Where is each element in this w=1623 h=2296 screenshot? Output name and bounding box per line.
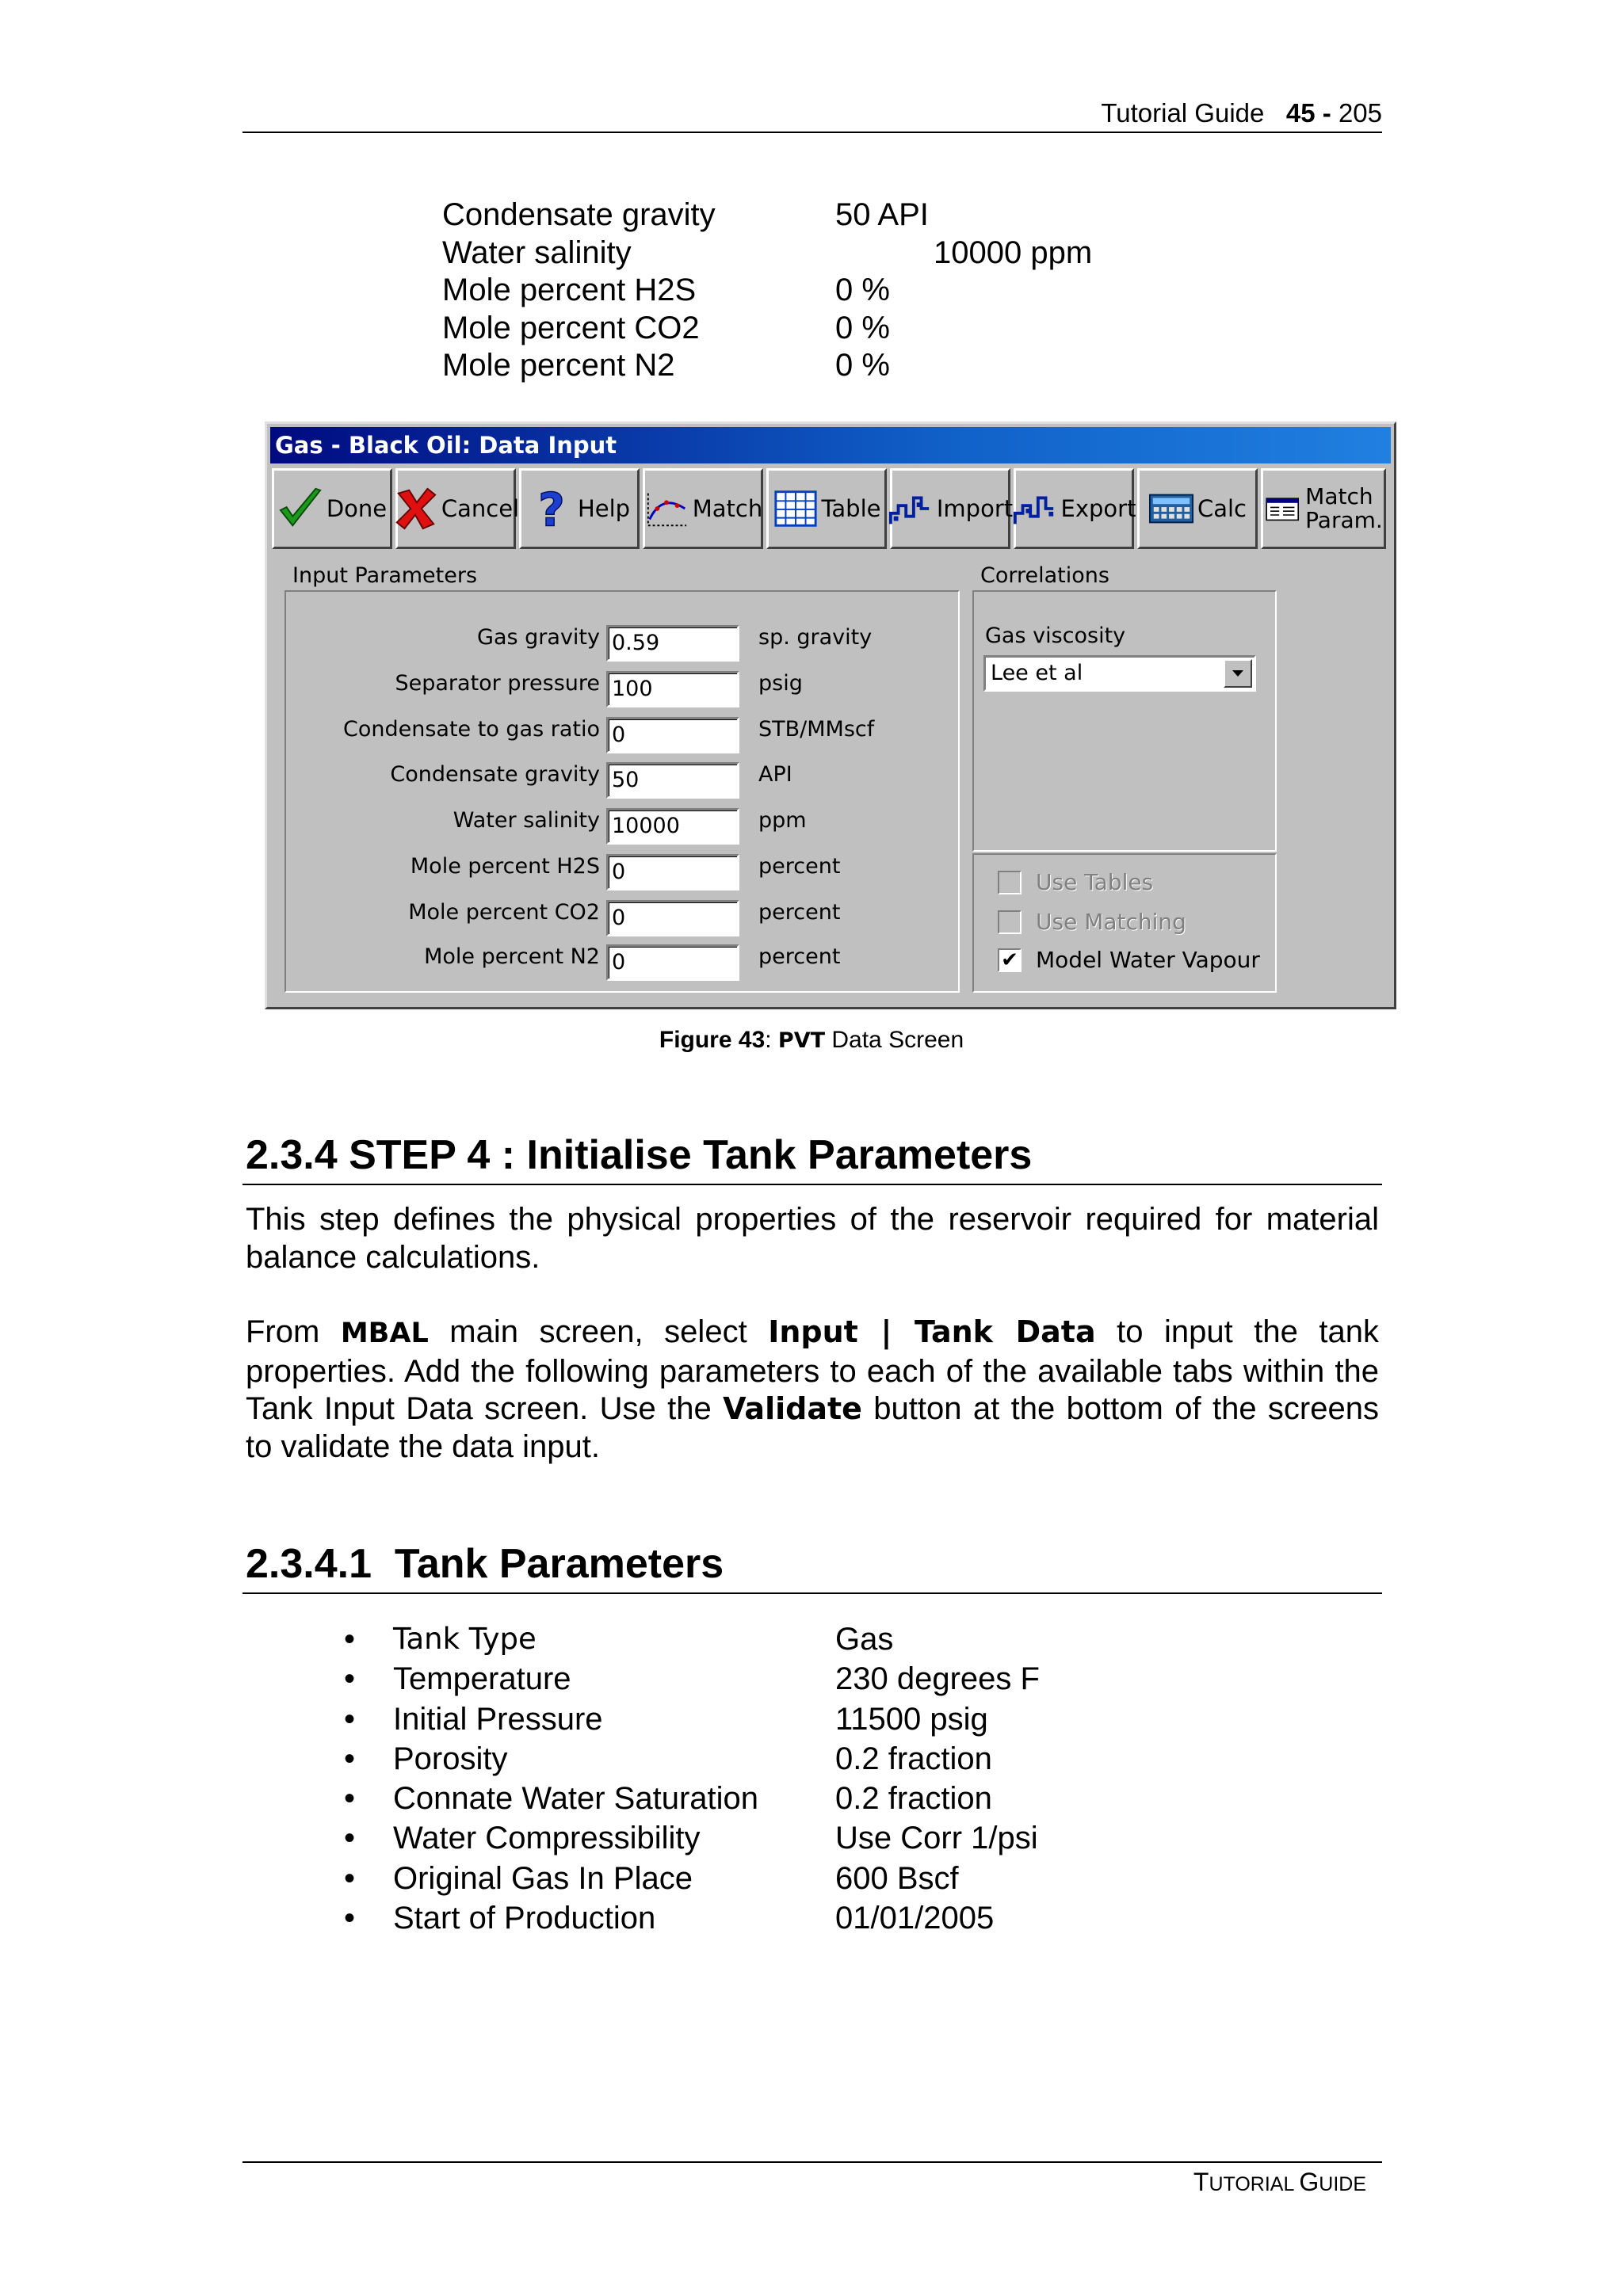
- question-mark-icon: [529, 484, 575, 533]
- mole-n2-field[interactable]: 0: [606, 944, 739, 981]
- gas-gravity-label: Gas gravity: [477, 625, 600, 650]
- use-tables-checkbox[interactable]: [998, 871, 1022, 894]
- subsection-rule: [242, 1592, 1382, 1594]
- header-page-number: 205: [1338, 98, 1382, 128]
- section-heading: 2.3.4 STEP 4 : Initialise Tank Parameters: [246, 1132, 1033, 1178]
- mole-n2-label: Mole percent N2: [424, 944, 600, 969]
- use-tables-label: Use Tables: [1036, 869, 1154, 895]
- model-water-vapour-checkbox[interactable]: ✔: [998, 948, 1022, 972]
- input-parameters-label: Input Parameters: [292, 563, 478, 588]
- done-button[interactable]: Done: [272, 468, 392, 549]
- match-param-button[interactable]: Match Param.: [1261, 468, 1386, 549]
- gas-viscosity-value: Lee et al: [991, 661, 1083, 685]
- figure-caption: Figure 43: PVT Data Screen: [659, 1027, 964, 1053]
- calc-button[interactable]: Calc: [1137, 468, 1258, 549]
- mole-co2-field[interactable]: 0: [606, 900, 739, 936]
- condensate-gravity-unit: API: [758, 762, 792, 787]
- paragraph: From MBAL main screen, select Input | Tank Data to input the tank properties. Add the following parameters to each of the available tabs within the Tank Input Data screen. Use the Validate button at the bottom of the screens to validate the data input.: [246, 1314, 1379, 1464]
- gas-gravity-unit: sp. gravity: [758, 625, 873, 650]
- mole-n2-unit: percent: [758, 944, 841, 969]
- condensate-gravity-label: Condensate gravity: [390, 762, 600, 787]
- water-salinity-label: Water salinity: [453, 808, 600, 833]
- svg-text:?: ?: [538, 484, 565, 533]
- condensate-gas-ratio-unit: STB/MMscf: [758, 717, 875, 742]
- water-salinity-field[interactable]: 10000: [606, 808, 739, 845]
- mole-co2-unit: percent: [758, 900, 841, 925]
- calculator-icon: [1148, 484, 1194, 533]
- separator-pressure-field[interactable]: 100: [606, 671, 739, 707]
- mole-h2s-field[interactable]: 0: [606, 854, 739, 891]
- cancel-button[interactable]: Cancel: [395, 468, 516, 549]
- use-matching-checkbox[interactable]: [998, 910, 1022, 934]
- mole-co2-label: Mole percent CO2: [408, 900, 600, 925]
- match-curve-icon: [643, 484, 689, 533]
- match-button[interactable]: Match: [643, 468, 763, 549]
- water-salinity-unit: ppm: [758, 808, 807, 833]
- dialog-title-bar: Gas - Black Oil: Data Input: [270, 427, 1391, 463]
- section-rule: [242, 1184, 1382, 1185]
- checkmark-icon: [277, 484, 323, 533]
- table-button[interactable]: Table: [766, 468, 887, 549]
- condensate-gas-ratio-field[interactable]: 0: [606, 717, 739, 753]
- import-icon: [888, 484, 934, 533]
- correlations-label: Correlations: [980, 563, 1109, 588]
- model-water-vapour-label: Model Water Vapour: [1036, 947, 1260, 973]
- separator-pressure-label: Separator pressure: [395, 671, 600, 696]
- data-input-dialog: [265, 421, 1396, 1009]
- gas-viscosity-label: Gas viscosity: [985, 624, 1126, 648]
- mole-h2s-label: Mole percent H2S: [410, 854, 600, 879]
- gas-gravity-field[interactable]: 0.59: [606, 625, 739, 662]
- separator-pressure-unit: psig: [758, 671, 803, 696]
- mole-h2s-unit: percent: [758, 854, 841, 879]
- table-grid-icon: [773, 484, 819, 533]
- running-header: [1101, 98, 1382, 128]
- import-button[interactable]: Import: [890, 468, 1010, 549]
- export-icon: [1012, 484, 1058, 533]
- dialog-toolbar: [272, 468, 1389, 551]
- gas-viscosity-select[interactable]: [983, 655, 1256, 692]
- help-button[interactable]: ? Help: [519, 468, 640, 549]
- header-page-prefix: 45 -: [1285, 98, 1331, 128]
- condensate-gravity-field[interactable]: 50: [606, 762, 739, 799]
- running-footer: TUTORIAL GUIDE: [1193, 2168, 1366, 2196]
- cross-icon: [392, 484, 438, 533]
- match-param-icon: [1264, 484, 1302, 533]
- subsection-heading: 2.3.4.1 Tank Parameters: [246, 1541, 724, 1587]
- footer-rule: [242, 2161, 1382, 2163]
- export-button[interactable]: Export: [1014, 468, 1134, 549]
- chevron-down-icon[interactable]: [1224, 659, 1252, 688]
- paragraph: This step defines the physical properties of the reservoir required for material balance calculations.: [246, 1202, 1379, 1275]
- use-matching-label: Use Matching: [1036, 909, 1186, 935]
- header-title: Tutorial Guide: [1101, 98, 1265, 128]
- header-rule: [242, 132, 1382, 133]
- condensate-gas-ratio-label: Condensate to gas ratio: [342, 717, 600, 742]
